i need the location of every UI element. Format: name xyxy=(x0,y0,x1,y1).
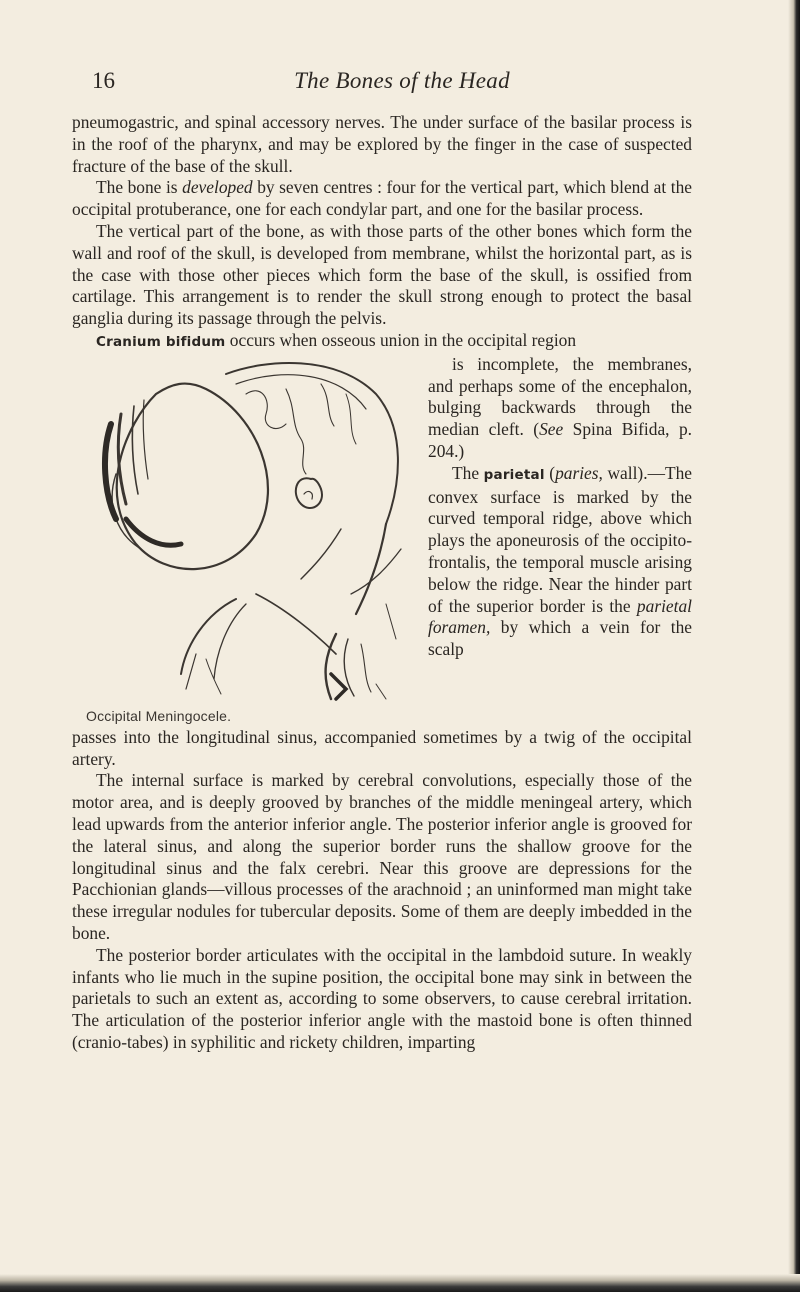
paragraph-2: The bone is developed by seven centres : four for the vertical part, which blend at the occipital protuberance, one for each condylar part, and one for the basilar process. xyxy=(72,177,692,220)
emphasis-paries: paries, xyxy=(555,462,603,483)
paragraph-4: passes into the longitudinal sinus, accompanied sometimes by a twig of the occipital artery. xyxy=(72,726,692,769)
figure-with-sidebar xyxy=(72,354,692,727)
paragraph-1: pneumogastric, and spinal accessory nerves. The under surface of the basilar process is in the roof of the pharynx, and may be explored by the finger in the case of suspected fracture of the base of the skull. xyxy=(72,112,692,176)
body-text xyxy=(72,112,692,1054)
figure-caption: Occipital Meningocele. xyxy=(86,707,232,724)
meningocele-figure xyxy=(86,354,421,727)
paragraph-6: The posterior border articulates with the occipital in the lambdoid suture. In weakly infants who lie much in the supine position, the occipital bone may sink in between the parietals to such an extent as, according to some observers, to cause cerebral irritation. The articulation of the posterior inferior angle with the mastoid bone is often thinned (cranio-tabes) in syphilitic and rickety children, imparting xyxy=(72,944,692,1052)
meningocele-illustration xyxy=(86,354,421,704)
emphasis-developed: developed xyxy=(182,177,253,198)
sidebar-text xyxy=(428,354,692,661)
paragraph-3: The vertical part of the bone, as with those parts of the other bones which form the wall and roof of the skull, is developed from membrane, whilst the horizontal part, as is the case with those other pieces which form the base of the skull, is ossified from cartilage. This arrangement is to render the skull strong enough to protect the basal ganglia during its passage through the pelvis. xyxy=(72,220,692,329)
page-number: 16 xyxy=(92,68,115,93)
page-edge-shadow xyxy=(788,0,800,1292)
emphasis-see: See xyxy=(539,419,564,440)
heading-parietal: parietal xyxy=(483,466,545,483)
sidebar-paragraph-parietal: The parietal (paries, wall).—The convex surface is marked by the curved temporal ridge, above which plays the aponeurosis of the occipito-frontalis, the temporal muscle arising below the ridge. Near the hinder part of the superior border is the parietal foramen, by which a vein for the scalp xyxy=(428,462,693,660)
running-head xyxy=(92,68,712,100)
page-bottom-edge xyxy=(0,1274,800,1292)
running-title: The Bones of the Head xyxy=(294,68,510,93)
sidebar-paragraph-1: is incomplete, the membranes, and perhaps some of the encephalon, bulging backwards through the median cleft. (See Spina Bifida, p. 204.) xyxy=(428,353,693,461)
heading-cranium-bifidum: Cranium bifidum xyxy=(96,333,226,350)
emphasis-parietal-foramen: parietal foramen, xyxy=(428,595,692,638)
paragraph-5: The internal surface is marked by cerebral convolutions, especially those of the motor area, and is deeply grooved by branches of the middle meningeal artery, which lead upwards from the anterior inferior angle. The posterior inferior angle is grooved for the lateral sinus, and along the superior border runs the shallow groove for the longitudinal sinus and the falx cerebri. Near this groove are depressions for the Pacchionian glands—villous processes of the arachnoid ; an uninformed man might take these irregular nodules for tubercular deposits. Some of them are deeply imbedded in the bone. xyxy=(72,770,692,943)
paragraph-cranium: Cranium bifidum occurs when osseous union in the occipital region xyxy=(96,329,577,350)
